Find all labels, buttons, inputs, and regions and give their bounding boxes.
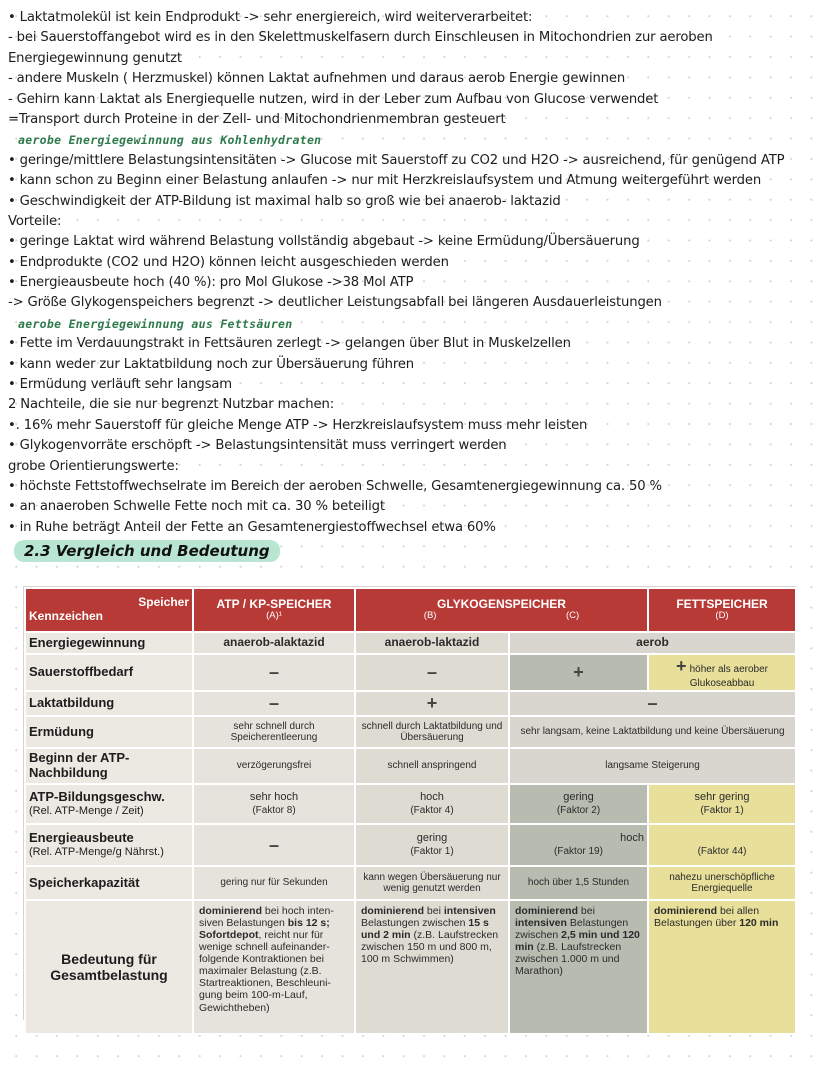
cell-r9-b-part: dominierend bbox=[361, 905, 425, 918]
cell-r9-a-part: , reicht nur für wenige schnell aufeinander- folgende Kontraktionen bei maximaler Belastung (z.B. Startreaktionen, Beschleuni- gung beim 100-m-Lauf, Gewichtheben) bbox=[199, 929, 331, 1014]
header-glykogen-label: GLYKOGENSPEICHER bbox=[437, 596, 566, 611]
header-glykogen-c: (C) bbox=[566, 610, 580, 622]
cell-r5-cd: langsame Steigerung bbox=[509, 748, 796, 784]
cell-r7-d bbox=[648, 824, 796, 866]
corner-kennzeichen: Kennzeichen bbox=[29, 609, 104, 623]
cell-r6-c bbox=[509, 784, 648, 824]
row-label-nachbildung: Beginn der ATP-Nachbildung bbox=[25, 748, 193, 784]
row-label-speicherkapazitaet: Speicherkapazität bbox=[25, 866, 193, 900]
cell-r9-d bbox=[648, 900, 796, 1034]
cell-r6-a-main: sehr hoch bbox=[249, 791, 299, 804]
cell-r8-a: gering nur für Sekunden bbox=[193, 866, 355, 900]
header-glykogen bbox=[355, 588, 648, 632]
row-label-laktatbildung: Laktatbildung bbox=[25, 691, 193, 716]
cell-r9-a-part: dominierend bbox=[199, 905, 263, 918]
note-line: • Ermüdung verläuft sehr langsam bbox=[8, 377, 232, 393]
section-heading: 2.3 Vergleich und Bedeutung bbox=[14, 540, 280, 562]
cell-r9-a-part: bei hoch inten- siven Belastungen bbox=[199, 905, 334, 930]
note-line: • kann weder zur Laktatbildung noch zur Übersäuerung führen bbox=[8, 356, 415, 372]
note-line: • kann schon zu Beginn einer Belastung anlaufen -> nur mit Herzkreislaufsystem und Atmung weitergeführt werden bbox=[8, 173, 762, 189]
note-line: =Transport durch Proteine in der Zell- und Mitochondrienmembran gesteuert bbox=[8, 111, 506, 127]
note-line: 2 Nachteile, die sie nur begrenzt Nutzbar machen: bbox=[8, 397, 334, 413]
cell-r6-b-sub: (Faktor 4) bbox=[410, 805, 454, 817]
cell-r9-b bbox=[355, 900, 509, 1034]
header-atp-label: ATP / KP-SPEICHER bbox=[216, 596, 332, 611]
note-line: grobe Orientierungswerte: bbox=[8, 458, 179, 474]
cell-r7-c-sub: (Faktor 19) bbox=[554, 846, 603, 858]
cell-r9-c-part: 2,5 min und 120 min bbox=[515, 929, 640, 954]
note-line: - bei Sauerstoffangebot wird es in den Skelettmuskelfasern durch Einschleusen in Mitochondrien zur aeroben bbox=[8, 30, 713, 46]
cell-r5-b: schnell anspringend bbox=[355, 748, 509, 784]
cell-r1-b: anaerob-laktazid bbox=[355, 632, 509, 654]
cell-r9-d-part: 120 min bbox=[739, 917, 779, 930]
note-line: • Fette im Verdauungstrakt in Fettsäuren zerlegt -> gelangen über Blut in Muskelzellen bbox=[8, 336, 571, 352]
cell-r9-b-part: Belastungen zwischen bbox=[361, 917, 469, 930]
cell-r9-c-part: bei bbox=[578, 905, 595, 918]
note-line: Energiegewinnung genutzt bbox=[8, 50, 182, 66]
cell-r7-a: – bbox=[193, 824, 355, 866]
cell-r2-d bbox=[648, 654, 796, 691]
corner-speicher: Speicher bbox=[138, 595, 189, 610]
cell-r6-c-main: gering bbox=[563, 791, 594, 804]
cell-r7-c bbox=[509, 824, 648, 866]
header-fett-sub: (D) bbox=[715, 610, 729, 622]
note-line: • in Ruhe beträgt Anteil der Fette an Gesamtenergiestoffwechsel etwa 60% bbox=[8, 519, 496, 535]
cell-r9-c bbox=[509, 900, 648, 1034]
cell-r7-d-sub: (Faktor 44) bbox=[697, 846, 747, 858]
row-label-bildungsgeschw-sub: (Rel. ATP-Menge / Zeit) bbox=[29, 805, 144, 818]
header-fett bbox=[648, 588, 796, 632]
note-line: - andere Muskeln ( Herzmuskel) können Laktat aufnehmen und daraus aerob Energie gewinnen bbox=[8, 71, 626, 87]
comparison-table-photo bbox=[24, 587, 795, 1019]
note-line: •. 16% mehr Sauerstoff für gleiche Menge ATP -> Herzkreislaufsystem muss mehr leisten bbox=[8, 417, 588, 433]
row-label-energieausbeute-main: Energieausbeute bbox=[29, 830, 134, 846]
heading-kohlenhydrate: aerobe Energiegewinnung aus Kohlenhydraten bbox=[18, 133, 322, 148]
note-line: Vorteile: bbox=[8, 213, 62, 229]
notes bbox=[8, 8, 823, 564]
note-line: • Geschwindigkeit der ATP-Bildung ist maximal halb so groß wie bei anaerob- laktazid bbox=[8, 193, 561, 209]
row-label-ermuedung: Ermüdung bbox=[25, 716, 193, 748]
header-atp-sub: (A)¹ bbox=[266, 610, 282, 622]
note-line: • höchste Fettstoffwechselrate im Bereich der aeroben Schwelle, Gesamtenergiegewinnung ca. 50 % bbox=[8, 478, 662, 494]
header-glykogen-b: (B) bbox=[423, 610, 437, 622]
cell-r8-b: kann wegen Übersäuerung nur wenig genutzt werden bbox=[355, 866, 509, 900]
cell-r9-c-part: intensiven bbox=[515, 917, 567, 930]
row-label-energiegewinnung: Energiegewinnung bbox=[25, 632, 193, 654]
note-line: • geringe/mittlere Belastungsintensitäten -> Glucose mit Sauerstoff zu CO2 und H2O -> ausreichend, für genügend ATP bbox=[8, 152, 785, 168]
cell-r7-b-sub: (Faktor 1) bbox=[410, 846, 454, 858]
cell-r9-a-part: bis 12 s; bbox=[287, 917, 330, 930]
cell-r3-a: – bbox=[193, 691, 355, 716]
cell-r9-c-part: (z.B. Laufstrecken zwischen 1.000 m und Marathon) bbox=[515, 941, 622, 978]
cell-r9-a-part: Sofortdepot bbox=[199, 929, 259, 942]
cell-r9-b-part: (z.B. Laufstrecken zwischen 150 m und 800 m, 100 m Schwimmen) bbox=[361, 929, 499, 966]
cell-r1-a: anaerob-alaktazid bbox=[193, 632, 355, 654]
note-line: -> Größe Glykogenspeichers begrenzt -> deutlicher Leistungsabfall bei längeren Ausdauerleistungen bbox=[8, 295, 662, 311]
cell-r6-b-main: hoch bbox=[420, 791, 444, 804]
cell-r6-d-main: sehr gering bbox=[694, 791, 750, 804]
cell-r7-b-main: gering bbox=[416, 832, 448, 845]
cell-r8-c: hoch über 1,5 Stunden bbox=[509, 866, 648, 900]
row-label-energieausbeute-sub: (Rel. ATP-Menge/g Nährst.) bbox=[29, 846, 164, 859]
cell-r6-c-sub: (Faktor 2) bbox=[556, 805, 601, 817]
row-label-energieausbeute bbox=[25, 824, 193, 866]
cell-r5-a: verzögerungsfrei bbox=[193, 748, 355, 784]
cell-r2-c: + bbox=[509, 654, 648, 691]
cell-r9-a bbox=[193, 900, 355, 1034]
note-line: • Glykogenvorräte erschöpft -> Belastungsintensität muss verringert werden bbox=[8, 438, 507, 454]
header-fett-label: FETTSPEICHER bbox=[676, 596, 768, 611]
note-line: • Energieausbeute hoch (40 %): pro Mol Glukose ->38 Mol ATP bbox=[8, 275, 414, 291]
cell-r2-d-sign: + bbox=[676, 656, 687, 676]
row-label-bedeutung: Bedeutung für Gesamtbelastung bbox=[25, 900, 193, 1034]
cell-r4-cd: sehr langsam, keine Laktatbildung und keine Übersäuerung bbox=[509, 716, 796, 748]
cell-r9-b-part: bei bbox=[424, 905, 444, 918]
table-corner bbox=[25, 588, 193, 632]
cell-r2-b: – bbox=[355, 654, 509, 691]
note-line: - Gehirn kann Laktat als Energiequelle nutzen, wird in der Leber zum Aufbau von Glucose verwendet bbox=[8, 91, 659, 107]
cell-r9-d-part: bei allen Belastungen über bbox=[654, 905, 760, 930]
cell-r1-cd: aerob bbox=[509, 632, 796, 654]
cell-r7-cd-main: hoch bbox=[620, 832, 645, 845]
cell-r2-d-note: höher als aerober Glukoseabbau bbox=[689, 664, 768, 689]
note-line: • Endprodukte (CO2 und H2O) können leicht ausgeschieden werden bbox=[8, 254, 449, 270]
cell-r9-b-part: 15 s und 2 min bbox=[361, 917, 489, 942]
cell-r6-d-sub: (Faktor 1) bbox=[700, 805, 744, 817]
cell-r6-b bbox=[355, 784, 509, 824]
cell-r7-b bbox=[355, 824, 509, 866]
row-label-bildungsgeschw bbox=[25, 784, 193, 824]
cell-r8-d: nahezu unerschöpfliche Energiequelle bbox=[648, 866, 796, 900]
cell-r6-a bbox=[193, 784, 355, 824]
cell-r9-c-part: Belastungen zwischen bbox=[515, 917, 629, 942]
cell-r9-b-part: intensiven bbox=[443, 905, 496, 918]
cell-r6-a-sub: (Faktor 8) bbox=[252, 805, 296, 817]
cell-r9-c-part: dominierend bbox=[515, 905, 579, 918]
cell-r3-cd: – bbox=[509, 691, 796, 716]
row-label-sauerstoffbedarf: Sauerstoffbedarf bbox=[25, 654, 193, 691]
cell-r4-b: schnell durch Laktatbildung und Übersäuerung bbox=[355, 716, 509, 748]
row-label-bildungsgeschw-main: ATP-Bildungsgeschw. bbox=[29, 789, 165, 805]
note-line: • Laktatmolekül ist kein Endprodukt -> sehr energiereich, wird weiterverarbeitet: bbox=[8, 10, 533, 25]
cell-r6-d bbox=[648, 784, 796, 824]
cell-r3-b: + bbox=[355, 691, 509, 716]
note-line: • an anaeroben Schwelle Fette noch mit ca. 30 % beteiligt bbox=[8, 499, 385, 515]
comparison-table bbox=[24, 587, 797, 1035]
note-line: • geringe Laktat wird während Belastung vollständig abgebaut -> keine Ermüdung/Übersäuerung bbox=[8, 234, 640, 250]
cell-r2-a: – bbox=[193, 654, 355, 691]
heading-fettsaeuren: aerobe Energiegewinnung aus Fettsäuren bbox=[18, 316, 293, 331]
cell-r9-d-part: dominierend bbox=[654, 905, 718, 918]
header-atp bbox=[193, 588, 355, 632]
cell-r4-a: sehr schnell durch Speicherentleerung bbox=[193, 716, 355, 748]
